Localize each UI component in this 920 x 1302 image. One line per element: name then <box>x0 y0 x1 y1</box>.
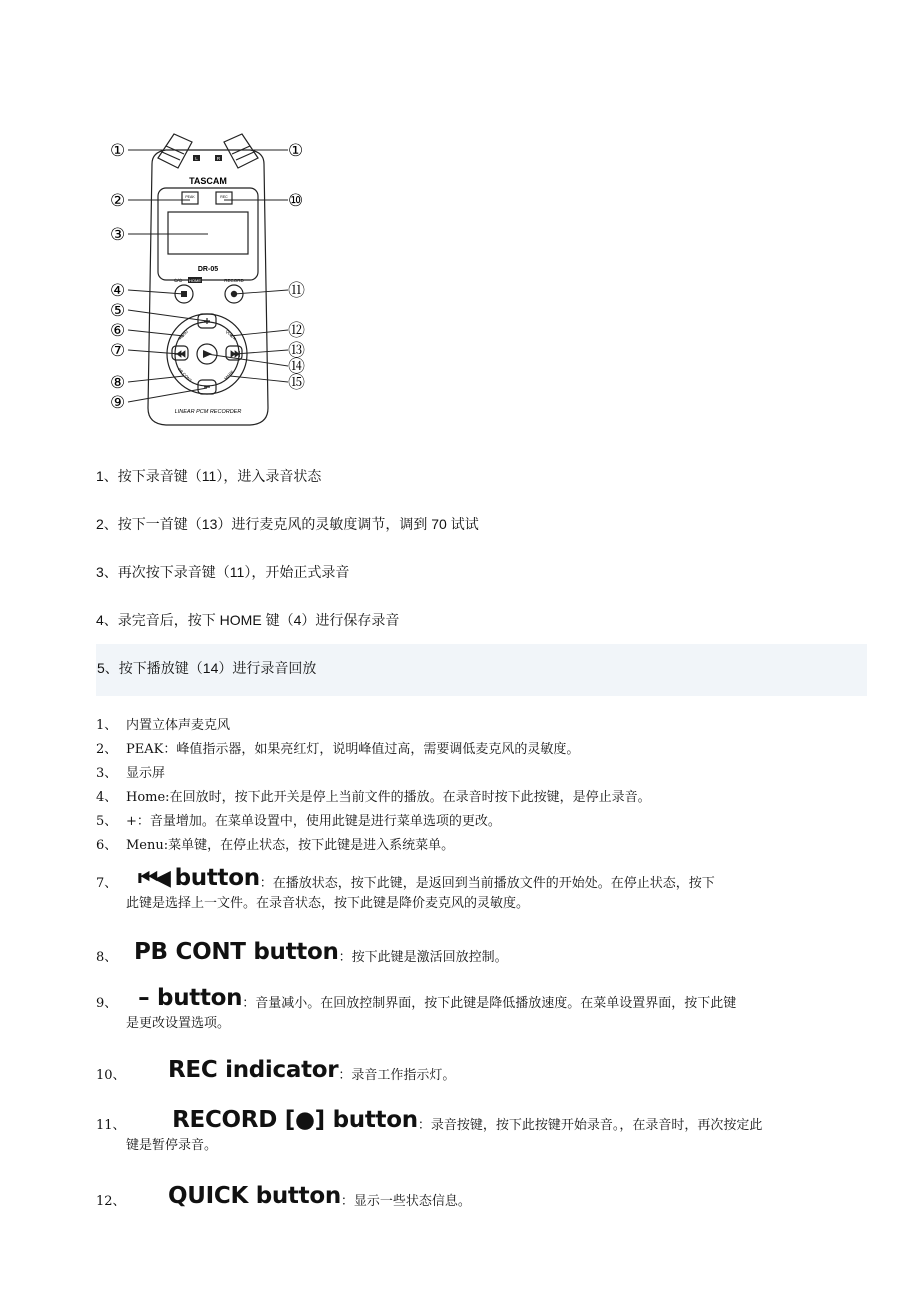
peak-label: PEAK <box>185 195 195 199</box>
step-4: 4、录完音后，按下 HOME 键（4）进行保存录音 <box>96 612 400 628</box>
callout-14: ⑭ <box>288 357 305 376</box>
pbcont-label: PB CONT <box>177 366 194 383</box>
left-channel-label: L <box>195 156 198 161</box>
item-text-continued: 此键是选择上一文件。在录音状态，按下此键是降价麦克风的灵敏度。 <box>126 896 530 911</box>
callout-10: ⑩ <box>288 191 304 210</box>
item-number: 8、 <box>96 950 118 965</box>
list-item <box>96 764 165 784</box>
item-number: 6、 <box>96 838 118 853</box>
list-item <box>96 788 651 808</box>
item-number: 1、 <box>96 718 118 733</box>
callout-8: ⑧ <box>110 373 126 392</box>
callout-11: ⑪ <box>288 281 305 300</box>
item-text-continued: 键是暂停录音。 <box>126 1138 218 1153</box>
item-text-continued: 是更改设置选项。 <box>126 1016 231 1031</box>
list-item <box>96 740 579 760</box>
step-2: 2、按下一首键（13）进行麦克风的灵敏度调节，调到 70 试试 <box>96 516 479 532</box>
list-item <box>96 939 508 968</box>
list-item <box>96 716 230 736</box>
callout-9: ⑨ <box>110 393 126 412</box>
item-text: Menu:菜单键，在停止状态，按下此键是进入系统菜单。 <box>126 838 455 853</box>
item-text: ：录音工作指示灯。 <box>338 1068 456 1083</box>
item-text: ：按下此键是激活回放控制。 <box>338 950 508 965</box>
item-number: 7、 <box>96 876 118 891</box>
list-item <box>96 1107 864 1156</box>
item-text: 内置立体声麦克风 <box>126 718 231 733</box>
item-label: RECORD [●] button <box>172 1107 418 1133</box>
list-item <box>96 812 501 832</box>
recorder-diagram <box>100 128 320 428</box>
item-label: QUICK button <box>168 1183 341 1209</box>
item-text: PEAK：峰值指示器，如果亮红灯，说明峰值过高，需要调低麦克风的灵敏度。 <box>126 742 580 757</box>
menu-label: MENU <box>177 329 189 341</box>
item-number: 12、 <box>96 1194 126 1209</box>
step-5-text: 5、按下播放键（14）进行录音回放 <box>97 660 317 676</box>
list-item <box>96 836 454 856</box>
item-label: button <box>174 865 260 891</box>
list-item <box>96 865 864 914</box>
model-label: DR-05 <box>197 266 219 273</box>
callout-13: ⑬ <box>288 341 305 360</box>
callout-4: ④ <box>110 281 126 300</box>
callout-3: ③ <box>110 225 126 244</box>
power-label: ⏻/⏻ <box>174 278 183 283</box>
quick-label: QUICK <box>224 328 238 342</box>
skip-back-icon: ⏮◀ <box>138 866 167 891</box>
home-label: HOME <box>189 278 201 283</box>
right-channel-label: R <box>216 156 221 161</box>
step-3: 3、再次按下录音键（11），开始正式录音 <box>96 564 350 580</box>
item-number: 10、 <box>96 1068 126 1083</box>
callout-7: ⑦ <box>110 341 126 360</box>
item-number: 3、 <box>96 766 118 781</box>
callout-15: ⑮ <box>288 373 305 392</box>
list-item <box>96 1057 456 1086</box>
bottom-label: LINEAR PCM RECORDER <box>174 409 242 415</box>
callout-2: ② <box>110 191 126 210</box>
item-number: 11、 <box>96 1118 126 1133</box>
callout-12: ⑫ <box>288 321 305 340</box>
step-1: 1、按下录音键（11），进入录音状态 <box>96 468 322 484</box>
item-number: 4、 <box>96 790 118 805</box>
callout-1-left: ① <box>110 141 126 160</box>
callout-5: ⑤ <box>110 301 126 320</box>
callout-6: ⑥ <box>110 321 126 340</box>
item-number: 5、 <box>96 814 118 829</box>
item-text: ：显示一些状态信息。 <box>340 1194 471 1209</box>
step-5 <box>96 644 867 696</box>
item-label: REC indicator <box>168 1057 339 1083</box>
callout-1-right: ① <box>288 141 304 160</box>
item-number: 9、 <box>96 996 118 1011</box>
brand-label: TASCAM <box>189 176 227 186</box>
skip-back-button-label <box>138 865 260 891</box>
item-text: Home:在回放时，按下此开关是停上当前文件的播放。在录音时按下此按键，是停止录音。 <box>126 790 651 805</box>
list-item <box>96 1183 471 1212</box>
item-text: ：录音按键，按下此按键开始录音。，在录音时，再次按定此 <box>417 1118 763 1133</box>
item-text: 显示屏 <box>126 766 166 781</box>
item-label: – button <box>138 985 243 1011</box>
item-text: ：在播放状态，按下此键，是返回到当前播放文件的开始处。在停止状态，按下 <box>259 876 715 891</box>
item-text: +：音量增加。在菜单设置中，使用此键是进行菜单选项的更改。 <box>126 814 501 829</box>
mark-label: MARK <box>223 369 235 381</box>
item-number: 2、 <box>96 742 118 757</box>
rec-label: REC <box>220 195 228 199</box>
record-label: RECORD <box>224 278 244 283</box>
item-text: ：音量减小。在回放控制界面，按下此键是降低播放速度。在菜单设置界面，按下此键 <box>242 996 737 1011</box>
item-label: PB CONT button <box>134 939 339 965</box>
list-item <box>96 985 864 1034</box>
